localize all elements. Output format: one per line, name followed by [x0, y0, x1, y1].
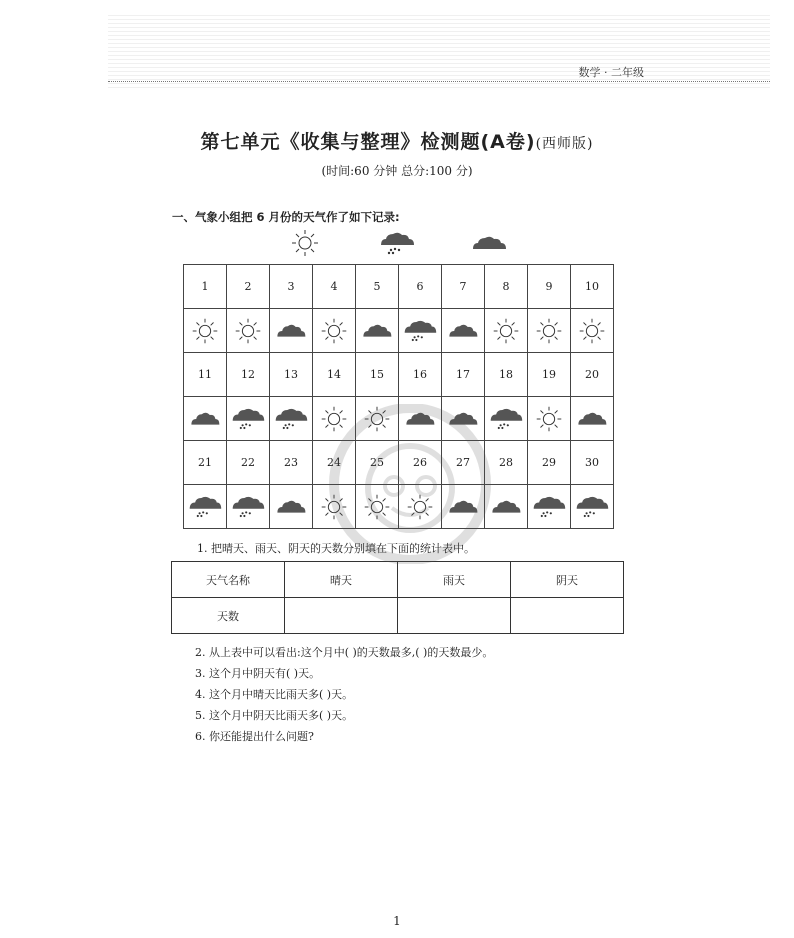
rain-cloud-icon: [531, 493, 567, 521]
calendar-weather-cell: [528, 485, 571, 529]
calendar-day-number: 19: [528, 353, 571, 397]
cloud-icon: [273, 495, 309, 519]
calendar-day-number: 17: [442, 353, 485, 397]
calendar-weather-cell: [485, 309, 528, 353]
publisher-watermark: [312, 404, 508, 564]
calendar-day-number: 7: [442, 265, 485, 309]
calendar-day-number: 21: [184, 441, 227, 485]
rain-cloud-icon: [230, 493, 266, 521]
calendar-weather-cell: [399, 309, 442, 353]
cloud-icon: [574, 407, 610, 431]
cloud-icon: [187, 407, 223, 431]
cloud-icon: [445, 319, 481, 343]
calendar-weather-cell: [442, 309, 485, 353]
calendar-day-number: 23: [270, 441, 313, 485]
legend-sun-icon: [287, 228, 327, 258]
calendar-day-number: 22: [227, 441, 270, 485]
stat-header-cell: 阴天: [511, 562, 624, 598]
calendar-day-number: 1: [184, 265, 227, 309]
rain-cloud-icon: [402, 317, 438, 345]
calendar-weather-cell: [227, 485, 270, 529]
cloud-icon: [359, 319, 395, 343]
question-1-part-6: 6. 你还能提出什么问题?: [195, 730, 314, 743]
legend-rain-cloud-icon: [377, 228, 417, 258]
title-edition: (西师版): [535, 136, 594, 152]
calendar-weather-cell: [270, 485, 313, 529]
cloud-icon: [273, 319, 309, 343]
calendar-day-number: 27: [442, 441, 485, 485]
question-1-part-2: 2. 从上表中可以看出:这个月中( )的天数最多,( )的天数最少。: [195, 646, 494, 659]
calendar-weather-cell: [227, 397, 270, 441]
calendar-weather-cell: [528, 397, 571, 441]
calendar-day-number: 16: [399, 353, 442, 397]
sun-icon: [188, 316, 222, 346]
stat-header-cell: 雨天: [398, 562, 511, 598]
header-band: [108, 12, 770, 90]
question-1-part-4: 4. 这个月中晴天比雨天多( )天。: [195, 688, 354, 701]
stat-answer-sunny[interactable]: [285, 598, 398, 634]
calendar-day-number: 4: [313, 265, 356, 309]
question-1-part-3: 3. 这个月中阴天有( )天。: [195, 667, 321, 680]
calendar-weather-cell: [528, 309, 571, 353]
sun-icon: [317, 316, 351, 346]
stat-header-cell: 天气名称: [172, 562, 285, 598]
stat-row-label: 天数: [172, 598, 285, 634]
sun-icon: [489, 316, 523, 346]
rain-cloud-icon: [230, 405, 266, 433]
question-1-part-5: 5. 这个月中阴天比雨天多( )天。: [195, 709, 354, 722]
calendar-weather-cell: [184, 485, 227, 529]
sun-icon: [532, 404, 566, 434]
calendar-day-number: 11: [184, 353, 227, 397]
exam-time-score: (时间:60 分钟 总分:100 分): [321, 164, 473, 178]
title-main: 第七单元《收集与整理》检测题(A卷): [200, 131, 536, 153]
sun-icon: [532, 316, 566, 346]
calendar-weather-cell: [184, 397, 227, 441]
header-subject: 数学 · 二年级: [578, 66, 644, 79]
rain-cloud-icon: [273, 405, 309, 433]
calendar-day-number: 14: [313, 353, 356, 397]
stat-header-row: [172, 562, 624, 598]
calendar-weather-cell: [184, 309, 227, 353]
calendar-weather-cell: [270, 309, 313, 353]
page-number: 1: [393, 914, 401, 928]
question-1-prompt: 一、气象小组把 6 月份的天气作了如下记录:: [172, 210, 400, 224]
calendar-day-number: 2: [227, 265, 270, 309]
sun-icon: [575, 316, 609, 346]
rain-cloud-icon: [574, 493, 610, 521]
page-title: [0, 127, 794, 154]
calendar-day-number: 26: [399, 441, 442, 485]
statistics-table: [171, 561, 624, 634]
legend-cloud-icon: [469, 228, 509, 258]
calendar-day-number: 20: [571, 353, 614, 397]
calendar-weather-cell: [571, 309, 614, 353]
calendar-day-number: 12: [227, 353, 270, 397]
calendar-day-number: 3: [270, 265, 313, 309]
calendar-day-number: 18: [485, 353, 528, 397]
stat-header-cell: 晴天: [285, 562, 398, 598]
stat-answer-cloudy[interactable]: [511, 598, 624, 634]
calendar-weather-cell: [356, 309, 399, 353]
calendar-day-number: 28: [485, 441, 528, 485]
calendar-weather-cell: [227, 309, 270, 353]
calendar-weather-cell: [270, 397, 313, 441]
calendar-weather-row: [184, 309, 614, 353]
calendar-day-number: 10: [571, 265, 614, 309]
calendar-day-number: 9: [528, 265, 571, 309]
sun-icon: [231, 316, 265, 346]
calendar-day-number: 5: [356, 265, 399, 309]
calendar-day-number: 15: [356, 353, 399, 397]
calendar-day-number: 13: [270, 353, 313, 397]
stat-answer-rainy[interactable]: [398, 598, 511, 634]
calendar-weather-cell: [313, 309, 356, 353]
calendar-day-number: 25: [356, 441, 399, 485]
calendar-day-number: 29: [528, 441, 571, 485]
calendar-day-number: 8: [485, 265, 528, 309]
header-divider: [108, 81, 770, 82]
stat-count-row: [172, 598, 624, 634]
calendar-day-row: [184, 353, 614, 397]
calendar-weather-cell: [571, 397, 614, 441]
calendar-weather-cell: [571, 485, 614, 529]
calendar-day-number: 30: [571, 441, 614, 485]
calendar-day-number: 6: [399, 265, 442, 309]
rain-cloud-icon: [187, 493, 223, 521]
calendar-day-row: [184, 265, 614, 309]
question-1-part-1: 1. 把晴天、雨天、阴天的天数分别填在下面的统计表中。: [197, 542, 475, 555]
calendar-day-number: 24: [313, 441, 356, 485]
